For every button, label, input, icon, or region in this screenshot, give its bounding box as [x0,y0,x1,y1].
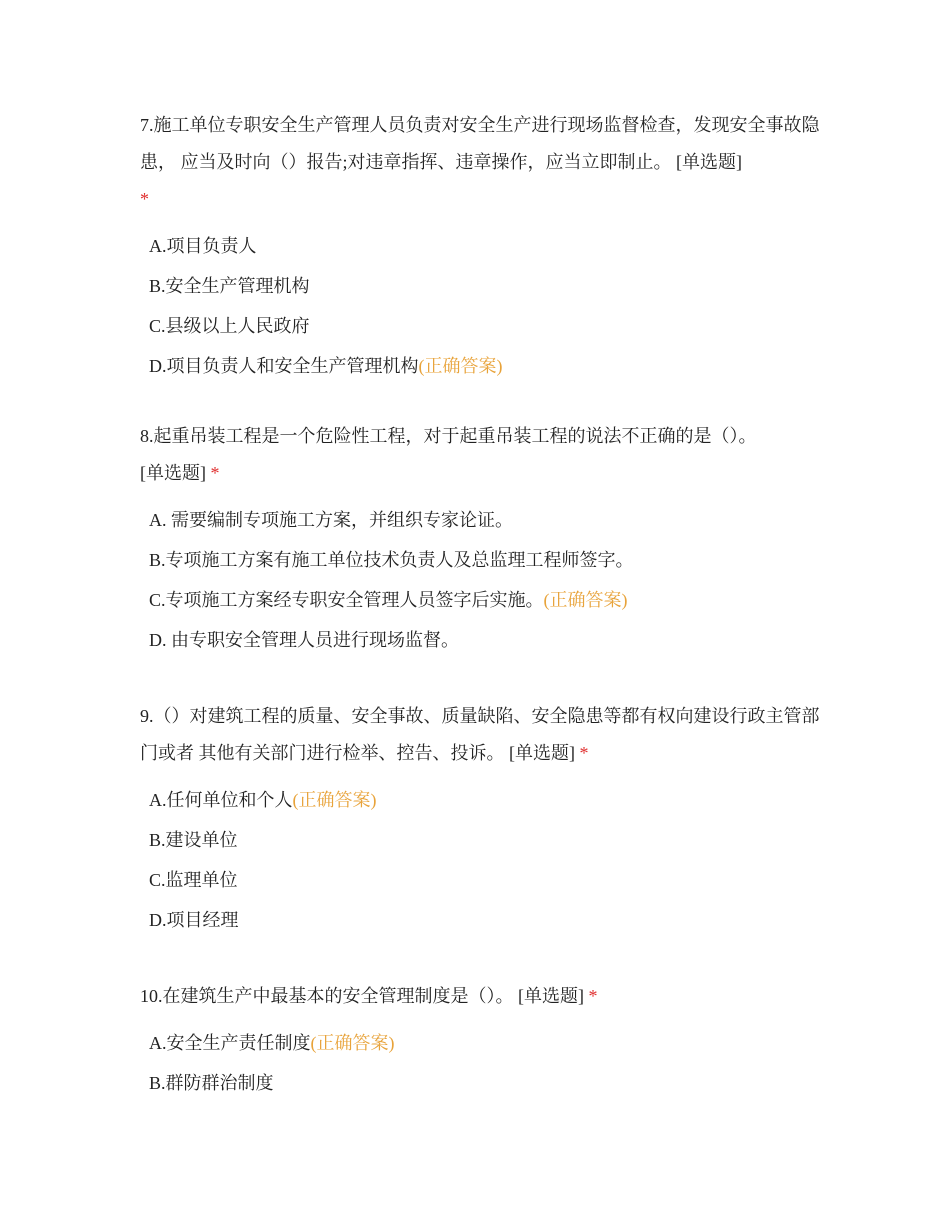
option-b [149,820,820,860]
option-list [140,1023,820,1103]
option-a [149,500,820,540]
option-list [140,226,820,386]
option-label: A.项目负责人 [149,236,257,256]
option-label: A.任何单位和个人 [149,790,293,810]
option-label: C.县级以上人民政府 [149,316,310,336]
option-label: D.项目负责人和安全生产管理机构 [149,356,419,376]
correct-answer-mark: (正确答案) [543,590,628,610]
question-stem: 7.施工单位专职安全生产管理人员负责对安全生产进行现场监督检查，发现安全事故隐患， 应当及时向（）报告;对违章指挥、违章操作，应当立即制止。 [140,115,820,172]
question-text [140,978,820,1015]
required-mark: * [140,189,149,209]
option-a [149,780,820,820]
option-c [149,860,820,900]
option-label: B.安全生产管理机构 [149,276,310,296]
correct-answer-mark: (正确答案) [310,1033,395,1053]
option-label: D. 由专职安全管理人员进行现场监督。 [149,630,459,650]
option-label: C.监理单位 [149,870,238,890]
question-stem: 8.起重吊装工程是一个危险性工程，对于起重吊装工程的说法不正确的是（）。 [140,426,757,446]
option-a [149,1023,820,1063]
question-text [140,107,820,218]
option-b [149,1063,820,1103]
option-d [149,900,820,940]
correct-answer-mark: (正确答案) [418,356,503,376]
question-stem: 10.在建筑生产中最基本的安全管理制度是（）。 [140,986,518,1006]
option-b [149,540,820,580]
option-d [149,346,820,386]
option-label: B.群防群治制度 [149,1073,274,1093]
question-type-tag: [单选题] [676,152,742,172]
question-type-tag: [单选题] [140,463,206,483]
option-list [140,500,820,660]
correct-answer-mark: (正确答案) [292,790,377,810]
option-c [149,306,820,346]
option-a [149,226,820,266]
question-9 [140,698,820,940]
question-type-tag: [单选题] [518,986,584,1006]
question-type-tag: [单选题] [509,743,575,763]
option-list [140,780,820,940]
question-stem: 9.（）对建筑工程的质量、安全事故、质量缺陷、安全隐患等都有权向建设行政主管部门或者 其他有关部门进行检举、控告、投诉。 [140,706,820,763]
question-10 [140,978,820,1103]
question-7 [140,107,820,386]
required-mark: * [588,986,598,1006]
question-text [140,698,820,772]
option-c [149,580,820,620]
option-b [149,266,820,306]
required-mark: * [579,743,589,763]
question-8 [140,418,820,660]
question-text [140,418,820,492]
option-label: A.安全生产责任制度 [149,1033,311,1053]
option-label: C.专项施工方案经专职安全管理人员签字后实施。 [149,590,544,610]
option-label: A. 需要编制专项施工方案，并组织专家论证。 [149,510,513,530]
option-label: D.项目经理 [149,910,239,930]
option-label: B.建设单位 [149,830,238,850]
option-d [149,620,820,660]
required-mark: * [210,463,220,483]
option-label: B.专项施工方案有施工单位技术负责人及总监理工程师签字。 [149,550,634,570]
